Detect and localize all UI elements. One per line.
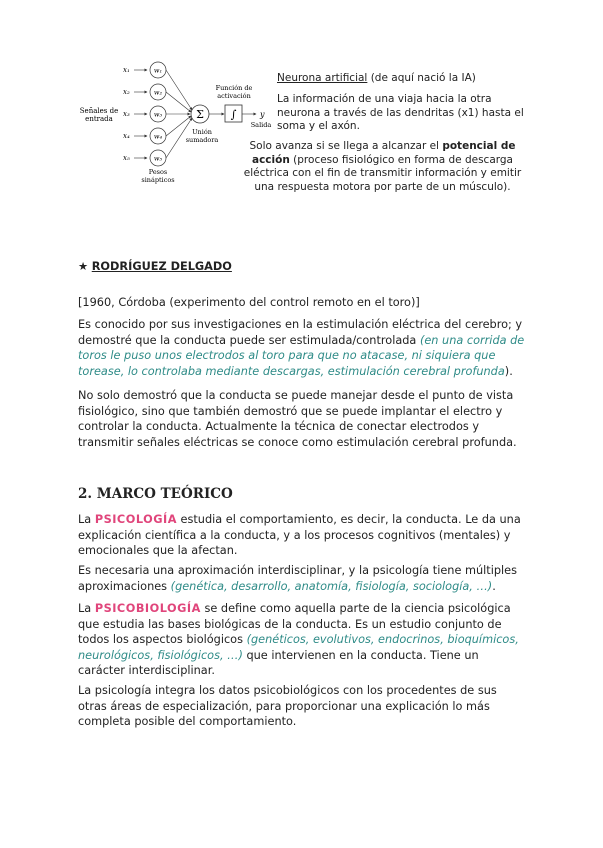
weight-w5: w₅ — [153, 154, 163, 163]
neuron-paragraph-1: La información de una viaja hacia la otra neurona a través de las dendritas (x1) hasta el soma y el axón. — [277, 93, 524, 132]
marco-p3-d: que intervienen en la conducta. Tiene un carácter interdisciplinar. — [78, 648, 479, 677]
signals-label-1: Señales de — [79, 107, 119, 115]
marco-p1-a: La — [78, 513, 95, 526]
rodriguez-paragraph-2: No solo demostró que la conducta se puede manejar desde el punto de vista fisiológico, sino que también demostró que se puede implantar el electro y controlar la conducta. Actualmente la técnica de conectar electrodos y transmitir señales eléctricas se conoce como estimulación cerebral profunda. — [78, 389, 517, 449]
neuron-p2-after: (proceso fisiológico en forma de descarga eléctrica con el fin de transmitir información y emitir una respuesta motora por parte de un músculo). — [243, 153, 522, 193]
weight-w1: w₁ — [153, 66, 163, 75]
marco-p3-b: se define como aquella parte de la ciencia psicológica que estudia las bases biológicas de la conducta. Es un estudio conjunto de todos los aspectos biológicos — [78, 602, 511, 646]
rodriguez-paragraph-1 — [78, 317, 528, 379]
input-x1: x₁ — [123, 66, 130, 74]
marco-p2-c: . — [492, 579, 496, 593]
activation-symbol: ∫ — [230, 108, 237, 121]
marco-p1-b: estudia el comportamiento, es decir, la conducta. Le da una explicación científica a la conducta, y a los procesos cognitivos (mentales) y emocionales que la afectan. — [78, 513, 521, 557]
rodriguez-p1-example: (en una corrida de toros le puso unos electrodos al toro para que no atacase, ni siquiera que torease, lo controlaba mediante descargas, estimulación cerebral profunda — [78, 333, 525, 378]
input-x2: x₂ — [123, 88, 130, 96]
rodriguez-p1-c: ). — [504, 364, 513, 378]
marco-paragraph-3 — [78, 601, 528, 679]
output-label: Salida — [250, 121, 272, 129]
marco-p2-a: Es necesaria una aproximación interdisciplinar, y la psicología tiene múltiples aproximaciones — [78, 564, 518, 593]
neuron-p2-before: Solo avanza si se llega a alcanzar el — [249, 140, 443, 152]
neuron-paragraph-2 — [240, 140, 525, 194]
input-x5: x₅ — [123, 154, 130, 162]
marco-heading: 2. MARCO TEÓRICO — [78, 486, 233, 502]
sum-label-2: sumadora — [185, 136, 219, 144]
marco-p2-list: (genética, desarrollo, anatomía, fisiología, sociología, …) — [170, 579, 493, 593]
weight-w4: w₄ — [153, 132, 163, 141]
marco-p3-a: La — [78, 602, 95, 615]
marco-paragraph-4: La psicología integra los datos psicobiológicos con los procedentes de sus otras áreas de especialización, para proporcionar una explicación lo más completa posible del comportamiento. — [78, 684, 497, 728]
rodriguez-p1-a: Es conocido por sus investigaciones en la estimulación eléctrica del cerebro; y demostré que la conducta puede ser estimulada/controlada — [78, 318, 523, 347]
neuron-title — [277, 72, 527, 86]
rodriguez-name: RODRÍGUEZ DELGADO — [91, 260, 232, 273]
weights-label-2: sinápticos — [141, 176, 175, 184]
signals-label-2: entrada — [85, 115, 113, 123]
sum-symbol: Σ — [196, 108, 204, 121]
rodriguez-year-line: [1960, Córdoba (experimento del control remoto en el toro)] — [78, 296, 420, 309]
sum-label-1: Unión — [192, 128, 212, 136]
neuron-title-text: Neurona artificial — [277, 72, 368, 84]
rodriguez-heading — [78, 259, 232, 275]
activation-label-1: Función de — [215, 84, 253, 92]
activation-label-2: activación — [217, 92, 251, 100]
weight-w3: w₃ — [153, 110, 163, 119]
neuron-title-note: (de aquí nació la IA) — [367, 72, 476, 84]
marco-paragraph-1 — [78, 512, 528, 559]
weight-w2: w₂ — [153, 88, 163, 97]
star-icon: ★ — [78, 260, 89, 273]
marco-paragraph-2 — [78, 563, 528, 594]
input-x3: x₃ — [123, 110, 130, 118]
weights-label-1: Pesos — [148, 168, 168, 176]
action-potential-term: potencial de acción — [252, 140, 516, 166]
output-symbol: y — [260, 110, 265, 119]
psicobiologia-term: PSICOBIOLOGÍA — [94, 602, 201, 615]
marco-p3-list: (genéticos, evolutivos, endocrinos, bioquímicos, neurológicos, fisiológicos, …) — [78, 633, 519, 662]
psicologia-term: PSICOLOGÍA — [94, 513, 177, 526]
input-x4: x₄ — [123, 132, 130, 140]
